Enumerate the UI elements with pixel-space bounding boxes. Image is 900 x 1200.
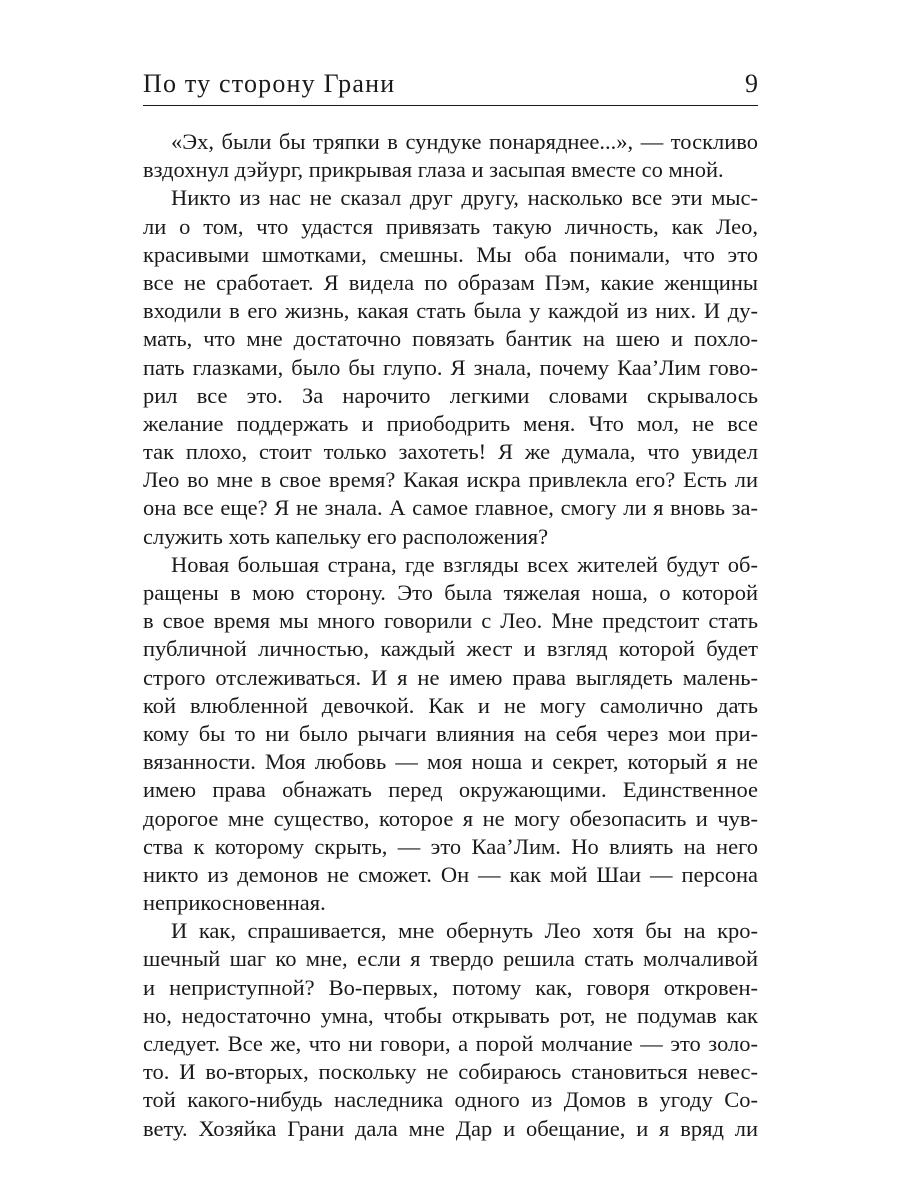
text-line: ли о том, что удастся привязать такую личность, как Лео, — [143, 213, 758, 239]
text-line: входили в его жизнь, какая стать была у каждой из них. И ду- — [143, 298, 758, 324]
text-line: Новая большая страна, где взгляды всех жителей будут об- — [171, 551, 758, 577]
text-line: кой влюбленной девочкой. Как и не могу самолично дать — [143, 692, 758, 718]
running-head — [143, 66, 758, 102]
paragraph — [143, 917, 758, 1143]
text-line: ращены в мою сторону. Это была тяжелая ноша, о которой — [143, 580, 758, 605]
text-line: следует. Все же, что ни говори, а порой молчание — это золо- — [143, 1031, 758, 1056]
text-line: все не сработает. Я видела по образам Пэм, какие женщины — [143, 269, 758, 295]
text-line: шечный шаг ко мне, если я твердо решила стать молчаливой — [143, 946, 758, 972]
header-rule — [143, 105, 758, 106]
paragraph — [143, 184, 758, 550]
text-line: то. И во-вторых, поскольку не собираюсь становиться невес- — [143, 1059, 758, 1085]
text-line: вздохнул дэйург, прикрывая глаза и засыпая вместе со мной. — [143, 157, 724, 183]
text-line: вязанности. Моя любовь — моя ноша и секрет, который я не — [143, 749, 758, 775]
text-line: публичной личностью, каждый жест и взгляд которой будет — [143, 636, 758, 662]
text-line: имею права обнажать перед окружающими. Единственное — [143, 777, 758, 803]
text-line: И как, спрашивается, мне обернуть Лео хотя бы на кро- — [171, 918, 758, 944]
text-line: в свое время мы много говорили с Лео. Мне предстоит стать — [143, 608, 758, 634]
text-line: пать глазками, было бы глупо. Я знала, почему Каа’Лим гово- — [143, 354, 758, 380]
text-line: так плохо, стоит только захотеть! Я же думала, что увидел — [143, 439, 758, 465]
text-line: той какого-нибудь наследника одного из Домов в угоду Со- — [143, 1087, 758, 1113]
text-line: ства к которому скрыть, — это Каа’Лим. Но влиять на него — [143, 833, 758, 859]
text-line: желание поддержать и приободрить меня. Что мол, не все — [143, 410, 758, 436]
text-line: дорогое мне существо, которое я не могу обезопасить и чув- — [143, 805, 758, 831]
text-line: кому бы то ни было рычаги влияния на себя через мои при- — [143, 720, 758, 746]
text-line: красивыми шмотками, смешны. Мы оба понимали, что это — [143, 241, 758, 267]
text-line: служить хоть капельку его расположения? — [143, 523, 549, 549]
paragraph — [143, 551, 758, 917]
text-line: но, недостаточно умна, чтобы открывать рот, не подумав как — [143, 1002, 758, 1028]
text-line: рил все это. За нарочито легкими словами скрывалось — [143, 382, 758, 408]
text-line: вету. Хозяйка Грани дала мне Дар и обещание, и я вряд ли — [143, 1115, 758, 1141]
body-text — [143, 128, 758, 1143]
page-number: 9 — [745, 69, 758, 98]
text-line: «Эх, были бы тряпки в сундуке понаряднее...», — тоскливо — [171, 129, 758, 154]
text-line: мать, что мне достаточно повязать бантик на шею и похло- — [143, 326, 758, 352]
paragraph — [143, 128, 758, 184]
text-line: неприкосновенная. — [143, 890, 326, 916]
text-line: она все еще? Я не знала. А самое главное, смогу ли я вновь за- — [143, 495, 758, 521]
text-line: никто из демонов не сможет. Он — как мой Шаи — персона — [143, 861, 758, 887]
text-line: строго отслеживаться. И я не имею права выглядеть малень- — [143, 664, 758, 690]
text-line: и неприступной? Во-первых, потому как, говоря откровен- — [143, 974, 758, 1000]
text-line: Лео во мне в свое время? Какая искра привлекла его? Есть ли — [143, 467, 758, 493]
running-head-title: По ту сторону Грани — [143, 69, 396, 98]
text-line: Никто из нас не сказал друг другу, насколько все эти мыс- — [171, 185, 758, 211]
